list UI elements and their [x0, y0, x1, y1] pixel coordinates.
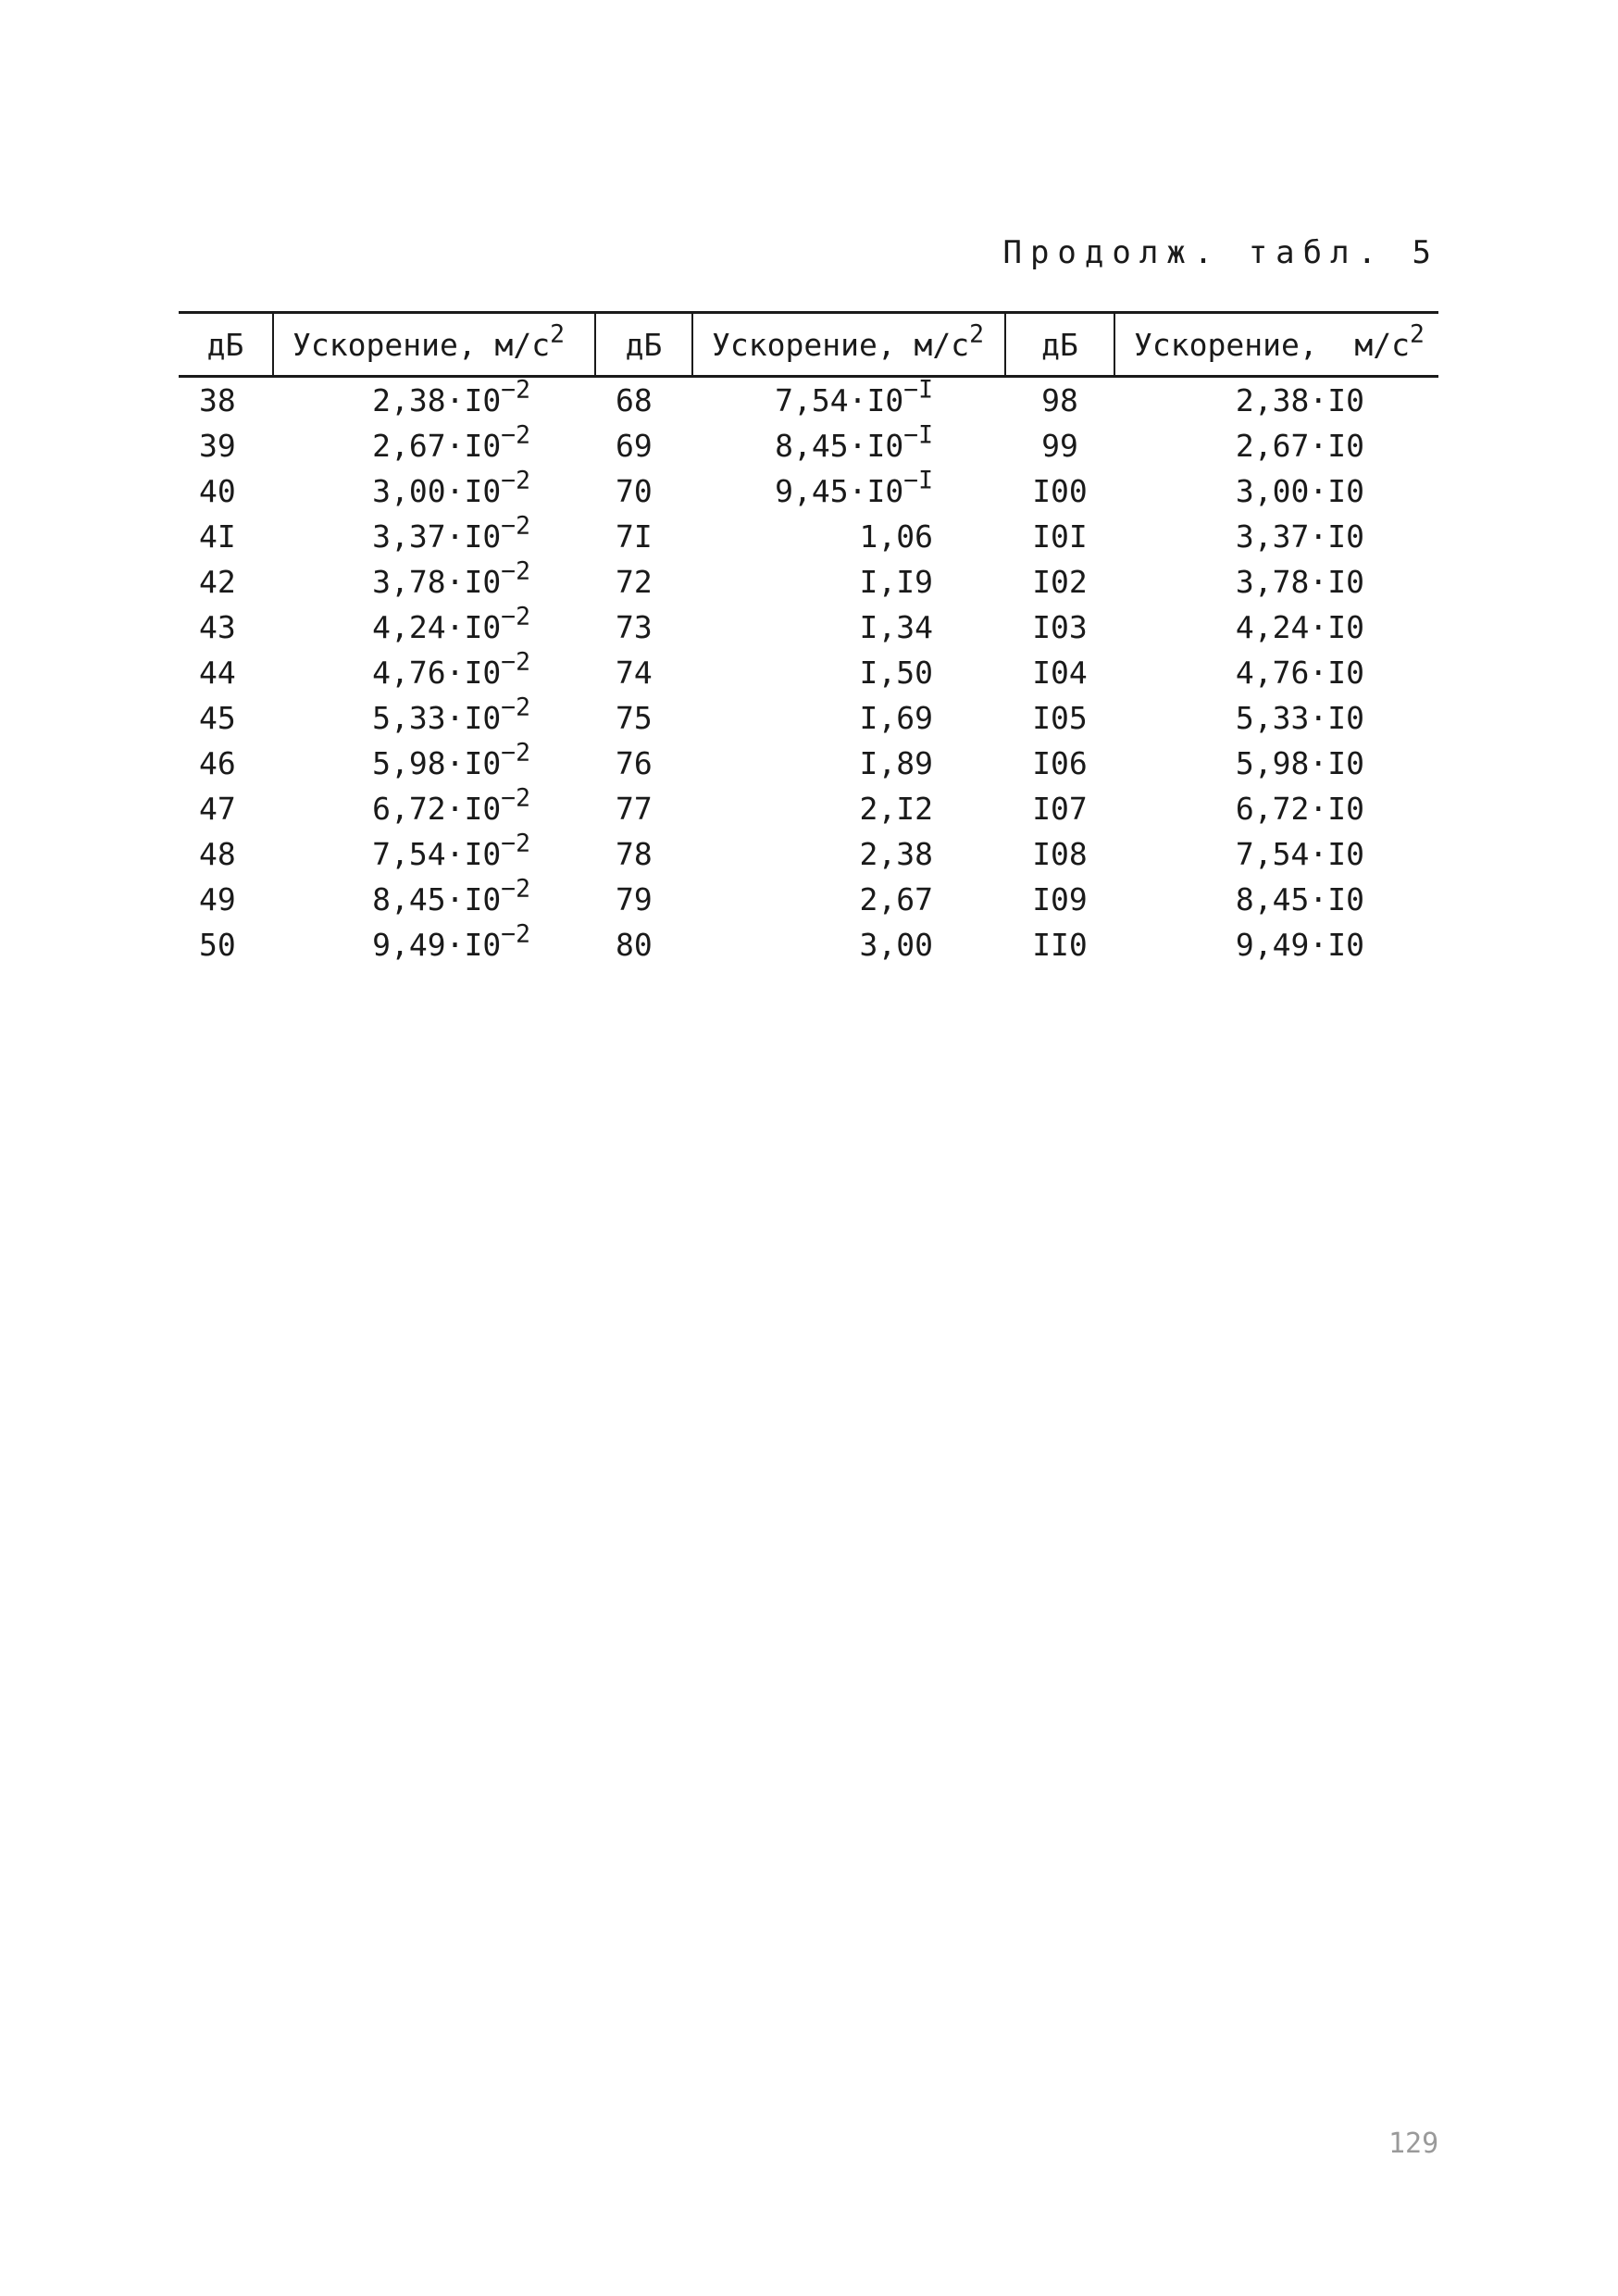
acceleration-cell-1-value: 3,37·I0 — [372, 518, 502, 555]
db-cell-1 — [179, 377, 273, 424]
acceleration-cell-1-value: 2,38·I0 — [372, 382, 502, 418]
acceleration-cell-1 — [273, 919, 595, 967]
acceleration-cell-2 — [692, 877, 1005, 922]
db-cell-2-value: 70 — [616, 473, 653, 509]
acceleration-cell-1-exponent: −2 — [501, 466, 530, 495]
acceleration-cell-3-value: 3,78·I0 — [1235, 564, 1364, 600]
acceleration-cell-3 — [1114, 741, 1438, 786]
db-cell-3-value: I03 — [1032, 609, 1088, 645]
acceleration-cell-2-value: 2,I2 — [859, 791, 933, 827]
acceleration-cell-3 — [1114, 559, 1438, 605]
acceleration-cell-2-value: 7,54·I0 — [775, 382, 904, 418]
acceleration-cell-1 — [273, 874, 595, 922]
acceleration-cell-1 — [273, 468, 595, 514]
acceleration-cell-1-exponent: −2 — [501, 556, 530, 586]
db-cell-2 — [595, 650, 692, 695]
db-cell-2 — [595, 695, 692, 741]
db-cell-2-value: 77 — [616, 791, 653, 827]
table-body — [179, 377, 1438, 968]
db-cell-1-value: 38 — [199, 382, 236, 418]
db-cell-1 — [179, 605, 273, 650]
header-acceleration-3 — [1114, 313, 1438, 377]
db-cell-3-value: I08 — [1032, 836, 1088, 872]
db-cell-3-value: 99 — [1041, 428, 1078, 464]
acceleration-cell-2-value: I,50 — [859, 655, 933, 691]
table-row — [179, 377, 1438, 424]
db-cell-3-value: I0I — [1032, 518, 1088, 555]
header-db-2: дБ — [595, 313, 692, 377]
acceleration-cell-3 — [1114, 468, 1438, 514]
db-cell-1-value: 50 — [199, 927, 236, 963]
db-cell-3-value: I09 — [1032, 881, 1088, 917]
acceleration-cell-3-value: 3,00·I0 — [1235, 473, 1364, 509]
db-cell-3-value: II0 — [1032, 927, 1088, 963]
acceleration-cell-3 — [1114, 605, 1438, 650]
db-cell-3 — [1005, 786, 1114, 831]
db-cell-3 — [1005, 741, 1114, 786]
acceleration-cell-3-value: 5,98·I0 — [1235, 745, 1364, 781]
acceleration-cell-1-exponent: −2 — [501, 647, 530, 677]
db-cell-3 — [1005, 468, 1114, 514]
db-cell-1 — [179, 877, 273, 922]
acceleration-cell-1-exponent: −2 — [501, 602, 530, 631]
table-row — [179, 786, 1438, 831]
table-header — [179, 313, 1438, 377]
acceleration-cell-1-exponent: −2 — [501, 693, 530, 722]
acceleration-cell-1-value: 7,54·I0 — [372, 836, 502, 872]
db-cell-1-value: 48 — [199, 836, 236, 872]
db-cell-1 — [179, 741, 273, 786]
acceleration-cell-2-value: 3,00 — [859, 927, 933, 963]
db-cell-2 — [595, 468, 692, 514]
acceleration-cell-1-exponent: −2 — [501, 738, 530, 767]
acceleration-cell-3-value: 3,37·I0 — [1235, 518, 1364, 555]
header-db-1: дБ — [179, 313, 273, 377]
acceleration-cell-2 — [692, 650, 1005, 695]
acceleration-cell-3-value: 7,54·I0 — [1235, 836, 1364, 872]
acceleration-cell-1 — [273, 556, 595, 605]
db-cell-3-value: I06 — [1032, 745, 1088, 781]
db-cell-2-value: 75 — [616, 700, 653, 736]
header-acceleration-2-exp: 2 — [969, 318, 985, 348]
acceleration-cell-1-value: 2,67·I0 — [372, 428, 502, 464]
db-cell-1-value: 39 — [199, 428, 236, 464]
acceleration-cell-1-exponent: −2 — [501, 375, 530, 405]
table-caption: Продолж. табл. 5 — [1002, 234, 1439, 271]
db-cell-3 — [1005, 831, 1114, 877]
acceleration-cell-3 — [1114, 695, 1438, 741]
table-row — [179, 559, 1438, 605]
acceleration-cell-1-value: 3,78·I0 — [372, 564, 502, 600]
acceleration-cell-2 — [692, 605, 1005, 650]
acceleration-cell-1-value: 9,49·I0 — [372, 927, 502, 963]
db-cell-2 — [595, 377, 692, 424]
acceleration-cell-2 — [692, 420, 1005, 468]
acceleration-cell-3 — [1114, 377, 1438, 424]
db-cell-1-value: 44 — [199, 655, 236, 691]
db-cell-2-value: 68 — [616, 382, 653, 418]
acceleration-cell-2-value: I,34 — [859, 609, 933, 645]
acceleration-cell-1-value: 6,72·I0 — [372, 791, 502, 827]
acceleration-cell-2-exponent: −I — [903, 466, 933, 495]
acceleration-cell-3-value: 4,76·I0 — [1235, 655, 1364, 691]
acceleration-cell-1 — [273, 420, 595, 468]
db-cell-1 — [179, 695, 273, 741]
db-cell-3-value: I02 — [1032, 564, 1088, 600]
acceleration-cell-3-value: 8,45·I0 — [1235, 881, 1364, 917]
db-cell-3 — [1005, 650, 1114, 695]
db-cell-1-value: 46 — [199, 745, 236, 781]
acceleration-cell-1 — [273, 783, 595, 831]
acceleration-cell-1 — [273, 647, 595, 695]
acceleration-cell-2 — [692, 922, 1005, 967]
acceleration-cell-2-value: 2,67 — [859, 881, 933, 917]
db-cell-3 — [1005, 514, 1114, 559]
acceleration-cell-3 — [1114, 514, 1438, 559]
header-acceleration-3-exp: 2 — [1410, 318, 1425, 348]
db-cell-1-value: 42 — [199, 564, 236, 600]
db-cell-2 — [595, 877, 692, 922]
db-cell-1 — [179, 786, 273, 831]
db-cell-2 — [595, 423, 692, 468]
acceleration-cell-2-value: I,89 — [859, 745, 933, 781]
acceleration-cell-1 — [273, 738, 595, 786]
acceleration-cell-3-value: 2,38·I0 — [1235, 382, 1364, 418]
table-row — [179, 514, 1438, 559]
acceleration-cell-3 — [1114, 922, 1438, 967]
db-cell-2 — [595, 786, 692, 831]
db-cell-3 — [1005, 695, 1114, 741]
acceleration-cell-2 — [692, 695, 1005, 741]
db-cell-3 — [1005, 423, 1114, 468]
acceleration-cell-1-value: 4,24·I0 — [372, 609, 502, 645]
acceleration-cell-1-exponent: −2 — [501, 829, 530, 858]
acceleration-cell-2 — [692, 468, 1005, 514]
header-acceleration-1-label: Ускорение, м/с — [292, 326, 551, 363]
db-cell-1 — [179, 831, 273, 877]
acceleration-cell-2-value: 1,06 — [859, 518, 933, 555]
table-row — [179, 922, 1438, 967]
acceleration-cell-1 — [273, 602, 595, 650]
acceleration-cell-2-value: I,I9 — [859, 564, 933, 600]
acceleration-cell-1-value: 5,33·I0 — [372, 700, 502, 736]
db-cell-2 — [595, 514, 692, 559]
acceleration-cell-2-value: 2,38 — [859, 836, 933, 872]
acceleration-cell-1 — [273, 511, 595, 559]
db-cell-2-value: 78 — [616, 836, 653, 872]
header-acceleration-1-exp: 2 — [550, 318, 566, 348]
acceleration-cell-3 — [1114, 877, 1438, 922]
acceleration-cell-1-value: 3,00·I0 — [372, 473, 502, 509]
header-db-3: дБ — [1005, 313, 1114, 377]
acceleration-cell-3-value: 9,49·I0 — [1235, 927, 1364, 963]
db-cell-2-value: 79 — [616, 881, 653, 917]
acceleration-cell-1 — [273, 831, 595, 877]
table-row — [179, 423, 1438, 468]
db-cell-3-value: I04 — [1032, 655, 1088, 691]
db-cell-1 — [179, 559, 273, 605]
db-cell-1-value: 40 — [199, 473, 236, 509]
db-cell-2 — [595, 605, 692, 650]
db-cell-3 — [1005, 377, 1114, 424]
acceleration-cell-3 — [1114, 423, 1438, 468]
table-row — [179, 695, 1438, 741]
db-cell-3 — [1005, 922, 1114, 967]
acceleration-table — [179, 311, 1438, 967]
acceleration-cell-3-value: 6,72·I0 — [1235, 791, 1364, 827]
table-row — [179, 468, 1438, 514]
db-cell-1-value: 4I — [199, 518, 236, 555]
db-cell-3 — [1005, 877, 1114, 922]
db-cell-2-value: 74 — [616, 655, 653, 691]
acceleration-cell-2 — [692, 559, 1005, 605]
acceleration-cell-1-exponent: −2 — [501, 919, 530, 949]
db-cell-1 — [179, 514, 273, 559]
acceleration-cell-1-value: 5,98·I0 — [372, 745, 502, 781]
db-cell-3-value: 98 — [1041, 382, 1078, 418]
acceleration-cell-2 — [692, 786, 1005, 831]
header-acceleration-2 — [692, 313, 1005, 377]
db-cell-2-value: 80 — [616, 927, 653, 963]
acceleration-cell-2-value: I,69 — [859, 700, 933, 736]
db-cell-1-value: 43 — [199, 609, 236, 645]
table-row — [179, 831, 1438, 877]
acceleration-cell-1-exponent: −2 — [501, 874, 530, 904]
acceleration-cell-1-value: 8,45·I0 — [372, 881, 502, 917]
db-cell-1 — [179, 468, 273, 514]
acceleration-cell-1-exponent: −2 — [501, 420, 530, 450]
db-cell-2-value: 73 — [616, 609, 653, 645]
acceleration-cell-1-exponent: −2 — [501, 511, 530, 541]
page-number: 129 — [1388, 2128, 1439, 2160]
acceleration-cell-2-value: 9,45·I0 — [775, 473, 904, 509]
db-cell-2 — [595, 559, 692, 605]
acceleration-cell-3 — [1114, 831, 1438, 877]
acceleration-cell-3 — [1114, 786, 1438, 831]
header-acceleration-3-label: Ускорение, м/с — [1134, 326, 1411, 363]
db-cell-2 — [595, 831, 692, 877]
db-cell-3-value: I05 — [1032, 700, 1088, 736]
acceleration-cell-1-value: 4,76·I0 — [372, 655, 502, 691]
acceleration-cell-2 — [692, 514, 1005, 559]
db-cell-2-value: 7I — [616, 518, 653, 555]
acceleration-cell-2 — [692, 741, 1005, 786]
db-cell-3 — [1005, 605, 1114, 650]
db-cell-3-value: I07 — [1032, 791, 1088, 827]
acceleration-cell-2-exponent: −I — [903, 375, 933, 405]
db-cell-1-value: 47 — [199, 791, 236, 827]
db-cell-1 — [179, 922, 273, 967]
acceleration-cell-3-value: 2,67·I0 — [1235, 428, 1364, 464]
acceleration-cell-3 — [1114, 650, 1438, 695]
table-row — [179, 741, 1438, 786]
acceleration-cell-2-exponent: −I — [903, 420, 933, 450]
db-cell-2 — [595, 741, 692, 786]
db-cell-3-value: I00 — [1032, 473, 1088, 509]
db-cell-1 — [179, 650, 273, 695]
acceleration-cell-3-value: 4,24·I0 — [1235, 609, 1364, 645]
acceleration-cell-1 — [273, 377, 595, 424]
acceleration-cell-2-value: 8,45·I0 — [775, 428, 904, 464]
db-cell-2-value: 72 — [616, 564, 653, 600]
table-row — [179, 877, 1438, 922]
db-cell-3 — [1005, 559, 1114, 605]
db-cell-1 — [179, 423, 273, 468]
db-cell-1-value: 45 — [199, 700, 236, 736]
table-row — [179, 605, 1438, 650]
acceleration-cell-2 — [692, 831, 1005, 877]
db-cell-1-value: 49 — [199, 881, 236, 917]
table-row — [179, 650, 1438, 695]
db-cell-2 — [595, 922, 692, 967]
header-acceleration-2-label: Ускорение, м/с — [712, 326, 970, 363]
acceleration-cell-1 — [273, 695, 595, 741]
db-cell-2-value: 76 — [616, 745, 653, 781]
acceleration-cell-2 — [692, 377, 1005, 424]
db-cell-2-value: 69 — [616, 428, 653, 464]
header-acceleration-1 — [273, 313, 595, 377]
acceleration-cell-1-exponent: −2 — [501, 783, 530, 813]
acceleration-cell-3-value: 5,33·I0 — [1235, 700, 1364, 736]
